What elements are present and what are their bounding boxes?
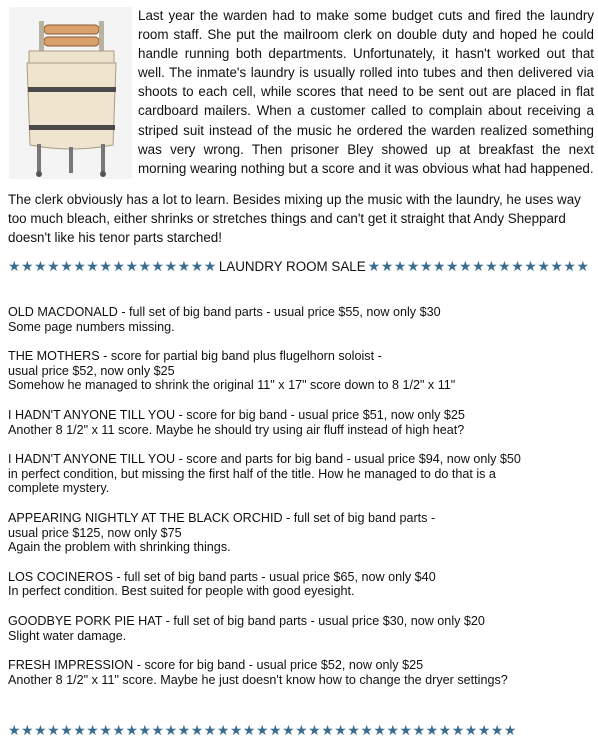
item-title: I HADN'T ANYONE TILL YOU - score for big band - usual price $51, now only $25	[8, 407, 465, 422]
item-note-continued: complete mystery.	[8, 481, 110, 496]
list-item	[8, 614, 594, 643]
item-title: FRESH IMPRESSION - score for big band - usual price $52, now only $25	[8, 658, 424, 673]
item-title: OLD MACDONALD - full set of big band parts - usual price $55, now only $30	[8, 305, 441, 319]
item-note: Another 8 1/2" x 11" score. Maybe he just doesn't know how to change the dryer settings?	[8, 672, 508, 687]
star-row-left: ★★★★★★★★★★★★★★★★	[8, 257, 217, 274]
list-item	[8, 452, 594, 496]
intro-paragraph-continued: The clerk obviously has a lot to learn. Besides mixing up the music with the laundry, he uses way too much bleach, either shrinks or stretches things and can't get it straight that Andy Sheppard doesn't like his tenor parts starched!	[8, 192, 581, 246]
star-divider-bottom: ★★★★★★★★★★★★★★★★★★★★★★★★★★★★★★★★★★★★★★★	[8, 722, 517, 738]
item-note: Some page numbers missing.	[8, 319, 175, 334]
item-note: Again the problem with shrinking things.	[8, 540, 231, 555]
sale-heading: LAUNDRY ROOM SALE	[218, 258, 366, 274]
list-item	[8, 658, 594, 687]
item-note: Another 8 1/2" x 11 score. Maybe he should try using air fluff instead of high heat?	[8, 422, 465, 437]
item-title: APPEARING NIGHTLY AT THE BLACK ORCHID - full set of big band parts -	[8, 510, 436, 525]
intro-section	[0, 0, 598, 188]
item-note: Somehow he managed to shrink the original 11" x 17" score down to 8 1/2" x 11"	[8, 378, 456, 393]
star-row-right: ★★★★★★★★★★★★★★★★★	[367, 257, 590, 274]
intro-paragraph: Last year the warden had to make some budget cuts and fired the laundry room staff. She put the mailroom clerk on double duty and hoped he could handle running both departments. Unfortunately, it hasn't worked out that well. The inmate's laundry is usually rolled into tubes and then delivered via shoots to each cell, while scores that need to be sent out are placed in flat cardboard mailers. When a customer called to complain about receiving a striped suit instead of the music he ordered the warden realized something was very wrong. Then prisoner Bley showed up at breakfast the next morning wearing nothing but a score and it was obvious what had happened.	[138, 8, 594, 176]
list-item	[8, 511, 594, 555]
item-title: LOS COCINEROS - full set of big band parts - usual price $65, now only $40	[8, 569, 436, 584]
sale-list	[8, 305, 594, 702]
list-item	[8, 570, 594, 599]
item-title: I HADN'T ANYONE TILL YOU - score and parts for big band - usual price $94, now only $50	[8, 452, 521, 467]
washing-machine-image	[9, 7, 132, 179]
item-note: Slight water damage.	[8, 628, 127, 643]
item-note: In perfect condition. Best suited for people with good eyesight.	[8, 584, 355, 599]
item-price: usual price $52, now only $25	[8, 363, 175, 378]
sale-banner	[8, 256, 592, 276]
item-price: usual price $125, now only $75	[8, 525, 182, 540]
item-title: THE MOTHERS - score for partial big band plus flugelhorn soloist -	[8, 349, 382, 364]
item-note: in perfect condition, but missing the first half of the title. How he managed to do that is a	[8, 466, 496, 481]
list-item	[8, 408, 594, 437]
list-item	[8, 305, 594, 334]
item-title: GOODBYE PORK PIE HAT - full set of big band parts - usual price $30, now only $20	[8, 613, 485, 628]
list-item	[8, 349, 594, 393]
